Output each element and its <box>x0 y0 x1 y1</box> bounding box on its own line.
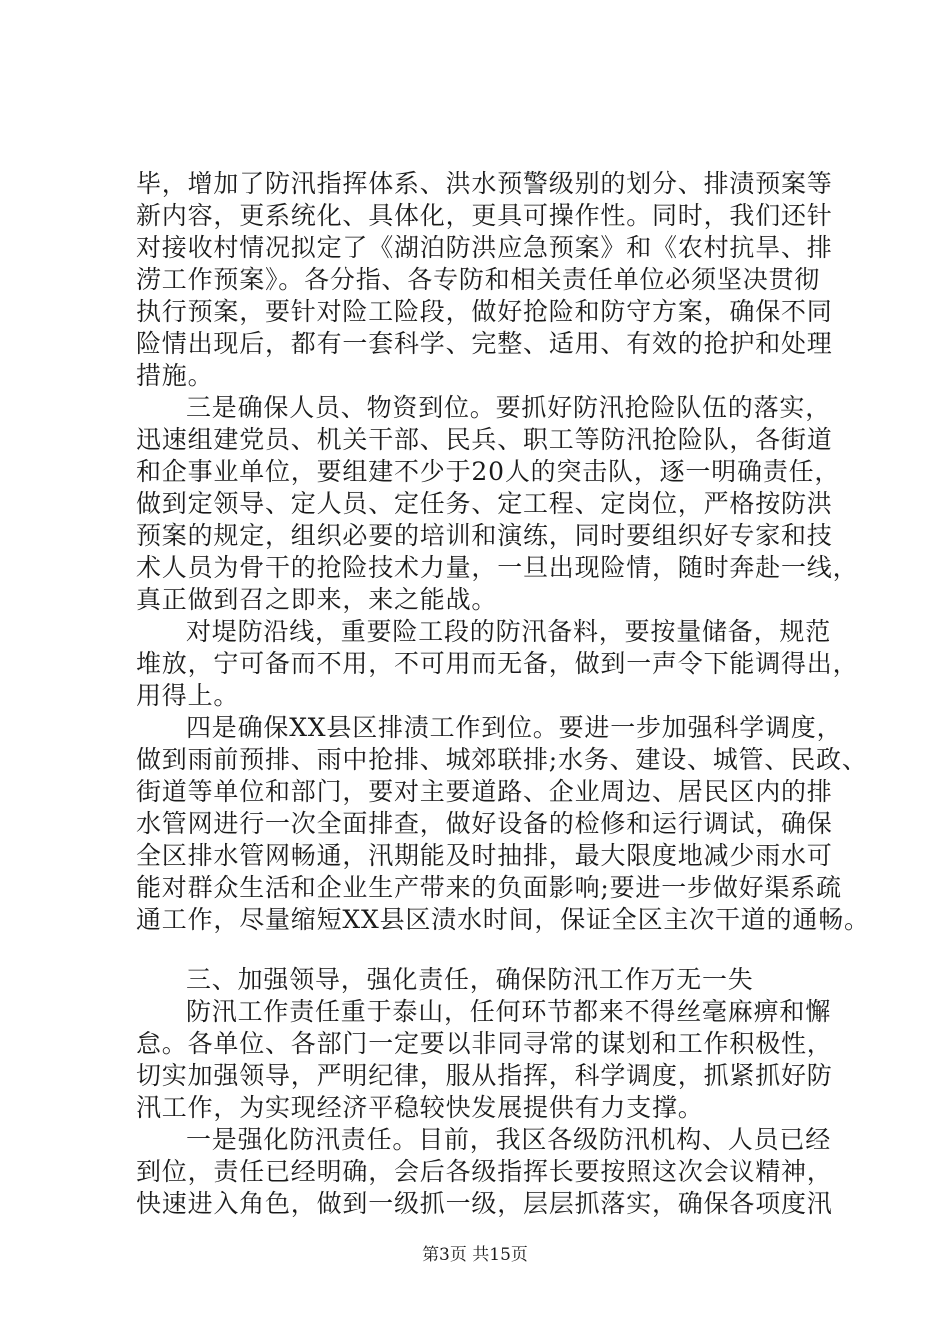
text-line: 术人员为骨干的抢险技术力量，一旦出现险情，随时奔赴一线， <box>136 553 859 582</box>
text-line: 全区排水管网畅通，汛期能及时抽排，最大限度地减少雨水可 <box>136 841 833 870</box>
text-line: 水管网进行一次全面排查，做好设备的检修和运行调试，确保 <box>136 809 833 838</box>
text-line: 涝工作预案》。各分指、各专防和相关责任单位必须坚决贯彻 <box>136 265 821 294</box>
text-line: 做到定领导、定人员、定任务、定工程、定岗位，严格按防洪 <box>136 489 833 518</box>
text-line: 到位，责任已经明确，会后各级指挥长要按照这次会议精神， <box>136 1157 833 1186</box>
page-footer: 第3页 共15页 <box>422 1245 528 1265</box>
paragraph-start-line: 四是确保XX县区排渍工作到位。要进一步加强科学调度， <box>186 713 843 742</box>
text-line: 街道等单位和部门，要对主要道路、企业周边、居民区内的排 <box>136 777 833 806</box>
document-body <box>136 168 870 1220</box>
text-line: 真正做到召之即来，来之能战。 <box>136 585 498 614</box>
paragraph-gap <box>136 936 822 964</box>
text-line: 险情出现后，都有一套科学、完整、适用、有效的抢护和处理 <box>136 329 833 358</box>
text-line: 新内容，更系统化、具体化，更具可操作性。同时，我们还针 <box>136 201 833 230</box>
section-heading: 三、加强领导，强化责任，确保防汛工作万无一失 <box>186 965 754 994</box>
text-line: 做到雨前预排、雨中抢排、城郊联排;水务、建设、城管、民政、 <box>136 745 868 774</box>
text-line: 预案的规定，组织必要的培训和演练，同时要组织好专家和技 <box>136 521 833 550</box>
paragraph-start-line: 防汛工作责任重于泰山，任何环节都来不得丝毫麻痹和懈 <box>186 997 832 1026</box>
paragraph-start-line: 一是强化防汛责任。目前，我区各级防汛机构、人员已经 <box>186 1125 832 1154</box>
text-line: 堆放，宁可备而不用，不可用而无备，做到一声令下能调得出， <box>136 649 859 678</box>
text-line: 对接收村情况拟定了《湖泊防洪应急预案》和《农村抗旱、排 <box>136 233 833 262</box>
text-line: 和企事业单位，要组建不少于20人的突击队，逐一明确责任， <box>136 457 841 486</box>
text-line: 怠。各单位、各部门一定要以非同寻常的谋划和工作积极性， <box>136 1029 833 1058</box>
text-line: 执行预案，要针对险工险段，做好抢险和防守方案，确保不同 <box>136 297 833 326</box>
text-line: 措施。 <box>136 361 214 390</box>
text-line: 切实加强领导，严明纪律，服从指挥，科学调度，抓紧抓好防 <box>136 1061 833 1090</box>
paragraph-start-line: 三是确保人员、物资到位。要抓好防汛抢险队伍的落实， <box>186 393 832 422</box>
text-line: 毕，增加了防汛指挥体系、洪水预警级别的划分、排渍预案等 <box>136 169 833 198</box>
text-line: 用得上。 <box>136 681 240 710</box>
text-line: 快速进入角色，做到一级抓一级，层层抓落实，确保各项度汛 <box>136 1189 833 1218</box>
text-line: 迅速组建党员、机关干部、民兵、职工等防汛抢险队，各街道 <box>136 425 833 454</box>
text-line: 通工作，尽量缩短XX县区渍水时间，保证全区主次干道的通畅。 <box>136 905 870 934</box>
text-line: 汛工作，为实现经济平稳较快发展提供有力支撑。 <box>136 1093 704 1122</box>
paragraph-start-line: 对堤防沿线，重要险工段的防汛备料，要按量储备，规范 <box>186 617 832 646</box>
text-line: 能对群众生活和企业生产带来的负面影响;要进一步做好渠系疏 <box>136 873 842 902</box>
